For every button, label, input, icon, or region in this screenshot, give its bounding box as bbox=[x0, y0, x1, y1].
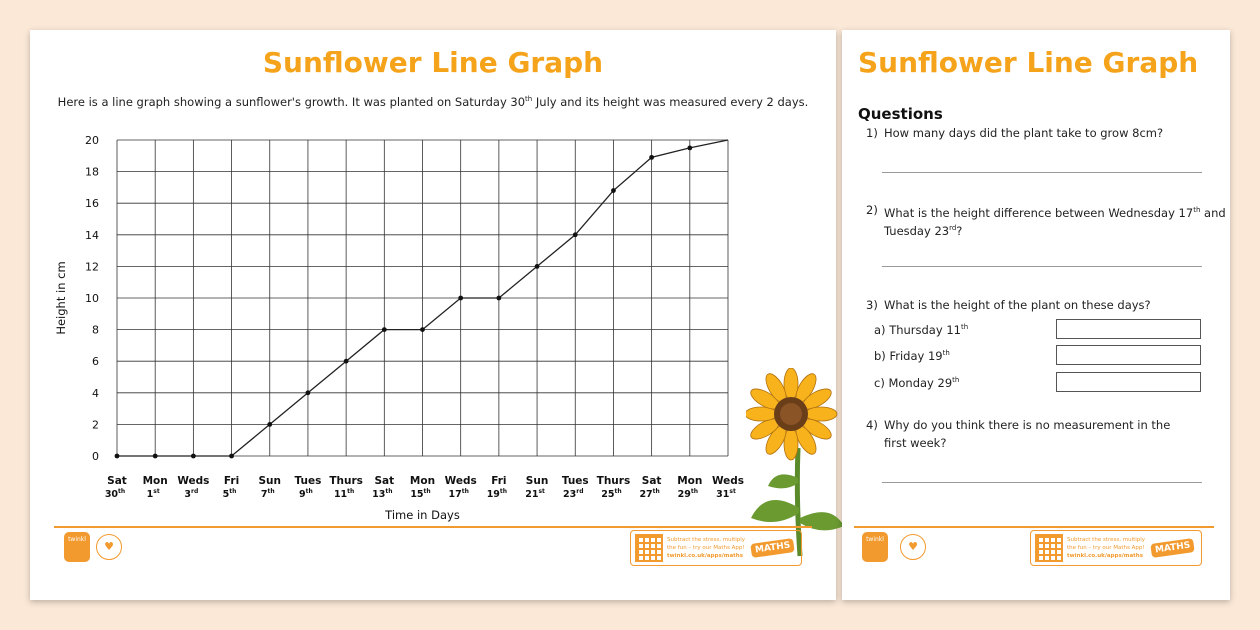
quality-seal-icon: ♥ bbox=[96, 534, 122, 560]
line-chart bbox=[30, 30, 836, 530]
x-tick-date-label: 27th bbox=[639, 488, 660, 500]
data-point bbox=[611, 188, 616, 193]
x-tick-day-label: Tues bbox=[561, 475, 589, 487]
promo-text: Subtract the stress, multiply the fun – try our Maths App! bbox=[1067, 537, 1146, 551]
question-3b: b) Friday 19th bbox=[874, 349, 950, 363]
data-point bbox=[306, 390, 311, 395]
x-tick-day-label: Fri bbox=[223, 475, 240, 487]
y-tick-label: 14 bbox=[85, 228, 99, 242]
x-tick-date-label: 31st bbox=[716, 488, 736, 500]
data-point bbox=[229, 454, 234, 459]
y-tick-label: 18 bbox=[85, 165, 99, 179]
answer-box-3a[interactable] bbox=[1056, 319, 1201, 339]
y-tick-label: 0 bbox=[92, 450, 99, 463]
x-tick-day-label: Tues bbox=[294, 475, 322, 487]
questions-heading: Questions bbox=[858, 105, 943, 123]
answer-box-3b[interactable] bbox=[1056, 345, 1201, 365]
page-title: Sunflower Line Graph bbox=[858, 46, 1199, 79]
qr-code-icon bbox=[635, 534, 663, 562]
question-3a: a) Thursday 11th bbox=[874, 323, 969, 337]
x-tick-date-label: 23rd bbox=[563, 488, 584, 500]
x-tick-day-label: Weds bbox=[444, 475, 477, 487]
answer-line[interactable] bbox=[882, 266, 1202, 267]
x-tick-day-label: Mon bbox=[677, 475, 703, 487]
data-point bbox=[382, 327, 387, 332]
y-tick-label: 12 bbox=[85, 260, 99, 274]
y-tick-label: 16 bbox=[85, 197, 99, 211]
x-tick-date-label: 19th bbox=[486, 488, 508, 500]
answer-box-3c[interactable] bbox=[1056, 372, 1201, 392]
maths-app-promo[interactable] bbox=[1030, 530, 1202, 566]
maths-app-badge: MATHS bbox=[750, 538, 795, 558]
y-tick-label: 2 bbox=[92, 418, 99, 432]
x-tick-date-label: 21st bbox=[525, 488, 545, 500]
data-point bbox=[153, 454, 158, 459]
data-point bbox=[687, 146, 692, 151]
x-tick-day-label: Sat bbox=[107, 475, 127, 487]
x-tick-day-label: Mon bbox=[409, 475, 436, 487]
x-tick-day-label: Thurs bbox=[329, 475, 363, 487]
footer-divider bbox=[854, 526, 1214, 528]
x-tick-date-label: 1st bbox=[146, 488, 160, 500]
footer-divider bbox=[54, 526, 812, 528]
x-tick-day-label: Sun bbox=[258, 475, 282, 487]
x-tick-date-label: 5th bbox=[222, 488, 237, 500]
worksheet-questions-page: Sunflower Line Graph Questions 1) How many days did the plant take to grow 8cm? 2) What is the height difference between Wednesday 17th and Tuesday 23rd? 3) What is the height of the plant on these days? a) Thursday 11th b) Friday 19th c) Monday 29th 4) Why do you think there is no measurement in the first week? twinkl ♥ Subtract the stress, multiply the fun – try our Maths App! twinkl.co.uk/apps/maths MATHS bbox=[842, 30, 1230, 600]
answer-line[interactable] bbox=[882, 482, 1202, 483]
maths-app-badge: MATHS bbox=[1150, 538, 1195, 558]
maths-app-promo[interactable] bbox=[630, 530, 802, 566]
x-tick-day-label: Weds bbox=[711, 475, 745, 487]
x-tick-date-label: 11th bbox=[333, 488, 355, 500]
x-tick-day-label: Thurs bbox=[596, 475, 631, 487]
x-tick-day-label: Weds bbox=[177, 475, 210, 487]
x-tick-date-label: 9th bbox=[299, 488, 313, 500]
promo-url[interactable]: twinkl.co.uk/apps/maths bbox=[667, 553, 743, 559]
x-tick-date-label: 25th bbox=[601, 488, 622, 500]
data-point bbox=[115, 454, 120, 459]
page-title: Sunflower Line Graph bbox=[262, 46, 604, 79]
y-tick-label: 6 bbox=[92, 355, 99, 369]
answer-line[interactable] bbox=[882, 172, 1202, 173]
y-tick-label: 10 bbox=[85, 292, 99, 305]
x-tick-date-label: 3rd bbox=[184, 488, 199, 500]
x-tick-day-label: Mon bbox=[142, 475, 168, 487]
promo-url[interactable]: twinkl.co.uk/apps/maths bbox=[1067, 553, 1143, 559]
x-tick-date-label: 13th bbox=[372, 488, 393, 500]
twinkl-logo: twinkl bbox=[862, 532, 888, 562]
y-tick-label: 20 bbox=[85, 134, 99, 147]
x-tick-date-label: 17th bbox=[448, 488, 469, 500]
qr-code-icon bbox=[1035, 534, 1063, 562]
promo-text: Subtract the stress, multiply the fun – try our Maths App! bbox=[667, 537, 746, 551]
data-point bbox=[191, 454, 196, 459]
x-tick-date-label: 15th bbox=[410, 488, 431, 500]
x-tick-day-label: Fri bbox=[491, 475, 507, 487]
data-point bbox=[344, 359, 349, 364]
data-point bbox=[420, 327, 425, 332]
x-axis-label: Time in Days bbox=[385, 508, 460, 522]
x-tick-date-label: 30th bbox=[104, 488, 126, 500]
quality-seal-icon: ♥ bbox=[900, 534, 926, 560]
data-point bbox=[573, 232, 578, 237]
data-point bbox=[535, 264, 540, 269]
x-tick-day-label: Sat bbox=[374, 475, 395, 487]
intro-text: Here is a line graph showing a sunflower's growth. It was planted on Saturday 30th July and its height was measured every 2 days. bbox=[57, 95, 809, 109]
twinkl-logo: twinkl bbox=[64, 532, 90, 562]
y-axis-label: Height in cm bbox=[54, 261, 68, 335]
y-tick-label: 4 bbox=[92, 386, 99, 400]
x-tick-date-label: 7th bbox=[260, 488, 275, 500]
x-tick-date-label: 29th bbox=[677, 488, 698, 500]
data-point bbox=[458, 296, 463, 301]
y-tick-label: 8 bbox=[92, 323, 99, 337]
data-point bbox=[496, 296, 501, 301]
data-point bbox=[267, 422, 272, 427]
data-point bbox=[649, 155, 654, 160]
question-3c: c) Monday 29th bbox=[874, 376, 960, 390]
worksheet-graph-page bbox=[30, 30, 836, 600]
x-tick-day-label: Sat bbox=[641, 475, 662, 487]
x-tick-day-label: Sun bbox=[525, 475, 549, 487]
